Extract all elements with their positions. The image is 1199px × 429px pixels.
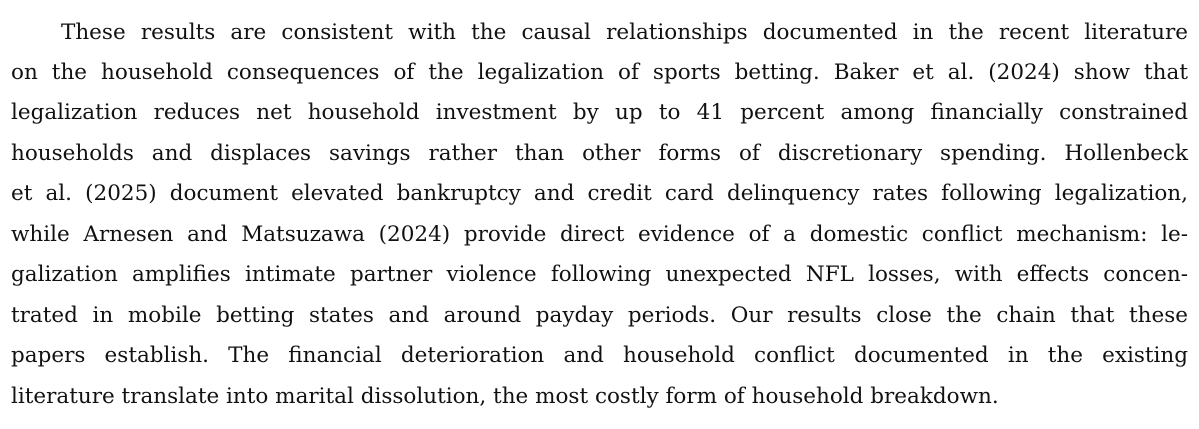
paragraph-line-9: papers establish. The financial deterioration and household conflict documented in the existing [11, 343, 1188, 368]
paragraph-line-7: galization amplifies intimate partner violence following unexpected NFL losses, with effects concen- [11, 262, 1188, 287]
paragraph-line-1: These results are consistent with the causal relationships documented in the recent literature [61, 20, 1188, 45]
paragraph-line-8: trated in mobile betting states and around payday periods. Our results close the chain that these [11, 303, 1188, 328]
paragraph-line-3: legalization reduces net household investment by up to 41 percent among financially constrained [11, 100, 1188, 125]
paragraph-line-2: on the household consequences of the legalization of sports betting. Baker et al. (2024) show that [11, 60, 1188, 85]
paragraph-line-10: literature translate into marital dissolution, the most costly form of household breakdown. [11, 384, 999, 409]
paragraph-line-4: households and displaces savings rather than other forms of discretionary spending. Hollenbeck [11, 141, 1188, 166]
paragraph-line-6: while Arnesen and Matsuzawa (2024) provide direct evidence of a domestic conflict mechanism: le- [11, 222, 1188, 247]
paragraph-line-5: et al. (2025) document elevated bankruptcy and credit card delinquency rates following legalization, [11, 181, 1188, 206]
